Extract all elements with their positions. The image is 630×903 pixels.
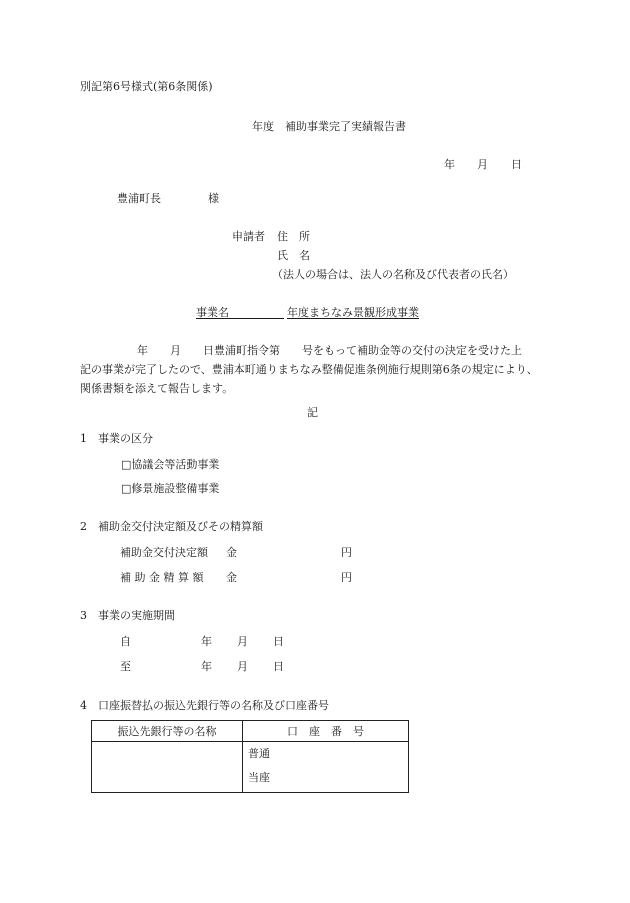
bank-name-header: 振込先銀行等の名称	[92, 721, 243, 742]
bank-account-header-row	[92, 721, 409, 742]
period-from-day: 日	[273, 635, 284, 648]
grant-decided-yen: 円	[341, 546, 352, 559]
section-4-title: 4 口座振替払の振込先銀行等の名称及び口座番号	[80, 699, 329, 712]
bank-account-table	[91, 720, 409, 793]
option-council-activity: □協議会等活動事業	[121, 458, 220, 471]
date-month: 月	[477, 158, 488, 171]
grant-settled-kin: 金	[226, 571, 237, 584]
account-number-cell[interactable]	[243, 742, 409, 793]
period-to-day: 日	[273, 660, 284, 673]
account-number-header: 口 座 番 号	[243, 721, 409, 742]
addressee-name: 豊浦町長	[117, 192, 161, 205]
project-name: 年度まちなみ景観形成事業	[287, 306, 419, 319]
grant-decided-kin: 金	[226, 546, 237, 559]
document-title: 年度 補助事業完了実績報告書	[252, 120, 406, 133]
grant-settled-label: 補 助 金 精 算 額	[120, 571, 204, 584]
period-to-month: 月	[237, 660, 248, 673]
option-facility-improvement: □修景施設整備事業	[121, 482, 220, 495]
project-label: 事業名	[196, 306, 229, 319]
date-year: 年	[444, 158, 455, 171]
body-line-2: 記の事業が完了したので、豊浦本町通りまちなみ整備促進条例施行規則第6条の規定により、	[80, 363, 538, 376]
account-type-checking: 当座	[248, 771, 270, 784]
section-1-title: 1 事業の区分	[80, 432, 153, 445]
form-label: 別記第6号様式(第6条関係)	[80, 80, 213, 93]
grant-decided-label: 補助金交付決定額	[120, 546, 208, 559]
grant-settled-yen: 円	[341, 571, 352, 584]
bank-account-data-row	[92, 742, 409, 793]
body-line-3: 関係書類を添えて報告します。	[80, 382, 234, 395]
applicant-address-label: 住 所	[277, 230, 310, 243]
period-from-year: 年	[201, 635, 212, 648]
period-from-label: 自	[120, 635, 131, 648]
bank-name-cell[interactable]	[92, 742, 243, 793]
account-type-ordinary: 普通	[248, 747, 270, 760]
section-3-title: 3 事業の実施期間	[80, 609, 175, 622]
body-line-1: 年 月 日豊浦町指令第 号をもって補助金等の交付の決定を受けた上	[137, 344, 522, 357]
period-to-label: 至	[120, 660, 131, 673]
period-to-year: 年	[201, 660, 212, 673]
applicant-label: 申請者	[232, 230, 265, 243]
project-gap	[229, 306, 284, 320]
section-2-title: 2 補助金交付決定額及びその精算額	[80, 520, 263, 533]
applicant-note: （法人の場合は、法人の名称及び代表者の氏名）	[272, 268, 514, 281]
date-day: 日	[511, 158, 522, 171]
ki-heading: 記	[307, 406, 318, 419]
period-from-month: 月	[237, 635, 248, 648]
applicant-name-label: 氏 名	[277, 249, 310, 262]
addressee-honorific: 様	[208, 192, 219, 205]
